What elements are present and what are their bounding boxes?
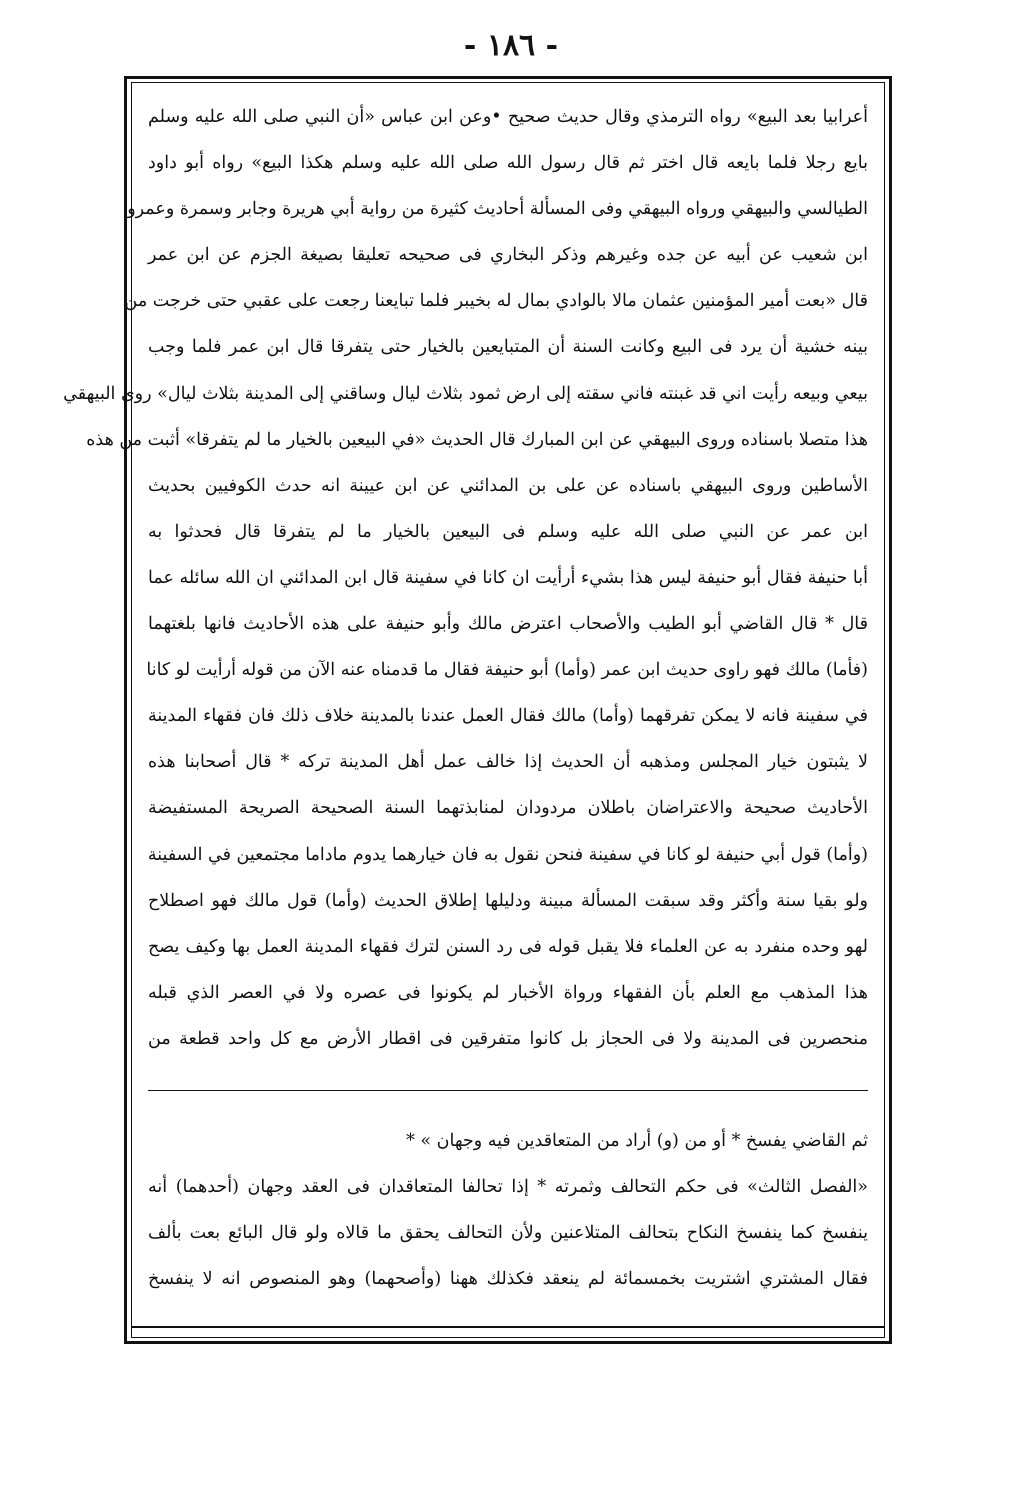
text-line: الأساطين وروى البيهقي باسناده عن على بن المدائني عن ابن عيينة انه حدث الكوفيين بحديث bbox=[148, 475, 868, 496]
text-line: لا يثبتون خيار المجلس ومذهبه أن الحديث إذا خالف عمل أهل المدينة تركه * قال أصحابنا هذه bbox=[148, 752, 868, 773]
text-line: ابن شعيب عن أبيه عن جده وغيرهم وذكر البخاري فى صحيحه تعليقا بصيغة الجزم عن ابن عمر bbox=[148, 245, 868, 266]
footnote-separator bbox=[148, 1090, 868, 1091]
text-line: الطيالسي والبيهقي ورواه البيهقي وفى المسألة أحاديث كثيرة من رواية أبي هريرة وجابر وسمرة وعمرو bbox=[127, 199, 868, 220]
text-line: هذا المذهب مع العلم بأن الفقهاء ورواة الأخبار لم يكونوا فى عصره ولا في العصر الذي قبله bbox=[148, 982, 868, 1003]
text-line: الأحاديث صحيحة والاعتراضان باطلان مردودان لمنابذتهما السنة الصحيحة الصريحة المستفيضة bbox=[148, 798, 868, 819]
text-line: بايع رجلا فلما بايعه قال اختر ثم قال رسول الله صلى الله عليه وسلم هكذا البيع» رواه أبو داود bbox=[148, 153, 868, 174]
text-line: قال * قال القاضي أبو الطيب والأصحاب اعترض مالك وأبو حنيفة على هذه الأحاديث فانها بلغتهما bbox=[148, 614, 868, 635]
text-line: (وأما) قول أبي حنيفة لو كانا في سفينة فنحن نقول به فان خيارهما يدوم ماداما مجتمعين في السفينة bbox=[147, 844, 868, 865]
footnote-line: فقال المشتري اشتريت بخمسمائة لم ينعقد فكذلك ههنا (وأصحهما) وهو المنصوص انه لا ينفسخ bbox=[148, 1269, 868, 1289]
main-text-block bbox=[63, 94, 868, 1062]
footnote-text-block bbox=[148, 1118, 868, 1302]
text-line: ابن عمر عن النبي صلى الله عليه وسلم فى البيعين بالخيار ما لم يتفرقا قال فحدثوا به bbox=[148, 521, 868, 542]
text-line: هذا متصلا باسناده وروى البيهقي عن ابن المبارك قال الحديث «في البيعين بالخيار ما لم يتفرقا» أثبت من هذه bbox=[86, 429, 868, 450]
footnote-line: ثم القاضي يفسخ * أو من (و) أراد من المتعاقدين فيه وجهان » * bbox=[406, 1131, 868, 1151]
text-line: في سفينة فانه لا يمكن تفرقهما (وأما) مالك فقال العمل عندنا بالمدينة خلاف ذلك فان فقهاء المدينة bbox=[148, 706, 868, 727]
text-line: بينه خشية أن يرد فى البيع وكانت السنة أن المتبايعين بالخيار حتى يتفرقا قال ابن عمر فلما وجب bbox=[148, 337, 868, 358]
text-line: منحصرين فى المدينة ولا فى الحجاز بل كانوا متفرقين فى اقطار الأرض مع كل واحد قطعة من bbox=[148, 1028, 868, 1049]
page-number: - ١٨٦ - bbox=[463, 28, 559, 63]
text-line: (فأما) مالك فهو راوى حديث ابن عمر (وأما) أبو حنيفة فقال ما قدمناه عنه الآن من قوله أرأيت لو كانا bbox=[146, 660, 868, 681]
footnote-line: ينفسخ كما ينفسخ النكاح بتحالف المتلاعنين ولأن التحالف يحقق ما قالاه ولو قال البائع بعت بألف bbox=[148, 1223, 868, 1243]
text-line: أعرابيا بعد البيع» رواه الترمذي وقال حديث صحيح •وعن ابن عباس «أن النبي صلى الله عليه وسلم bbox=[148, 107, 868, 127]
text-line: لهو وحده منفرد به عن العلماء فلا يقبل قوله فى رد السنن لترك فقهاء المدينة العمل بها وكيف يصح bbox=[148, 936, 868, 957]
text-line: بيعي وبيعه رأيت اني قد غبنته فاني سقته إلى ارض ثمود بثلاث ليال وساقني إلى المدينة بثلاث ليال» روى البيهقي bbox=[63, 383, 868, 404]
text-line: قال «بعت أمير المؤمنين عثمان مالا بالوادي بمال له بخيبر فلما تبايعنا رجعت على عقبي حتى خرجت من bbox=[124, 291, 868, 312]
text-line: ولو بقيا سنة وأكثر وقد سبقت المسألة مبينة ودليلها إطلاق الحديث (وأما) قول مالك فهو اصطلاح bbox=[148, 890, 868, 911]
text-line: أبا حنيفة فقال أبو حنيفة ليس هذا بشيء أرأيت ان كانا في سفينة قال ابن المدائني ان الله سائله عما bbox=[148, 567, 868, 588]
bottom-rule bbox=[131, 1326, 885, 1328]
footnote-line: «الفصل الثالث» فى حكم التحالف وثمرته * إذا تحالفا المتعاقدان فى العقد وجهان (أحدهما) أنه bbox=[148, 1177, 868, 1197]
